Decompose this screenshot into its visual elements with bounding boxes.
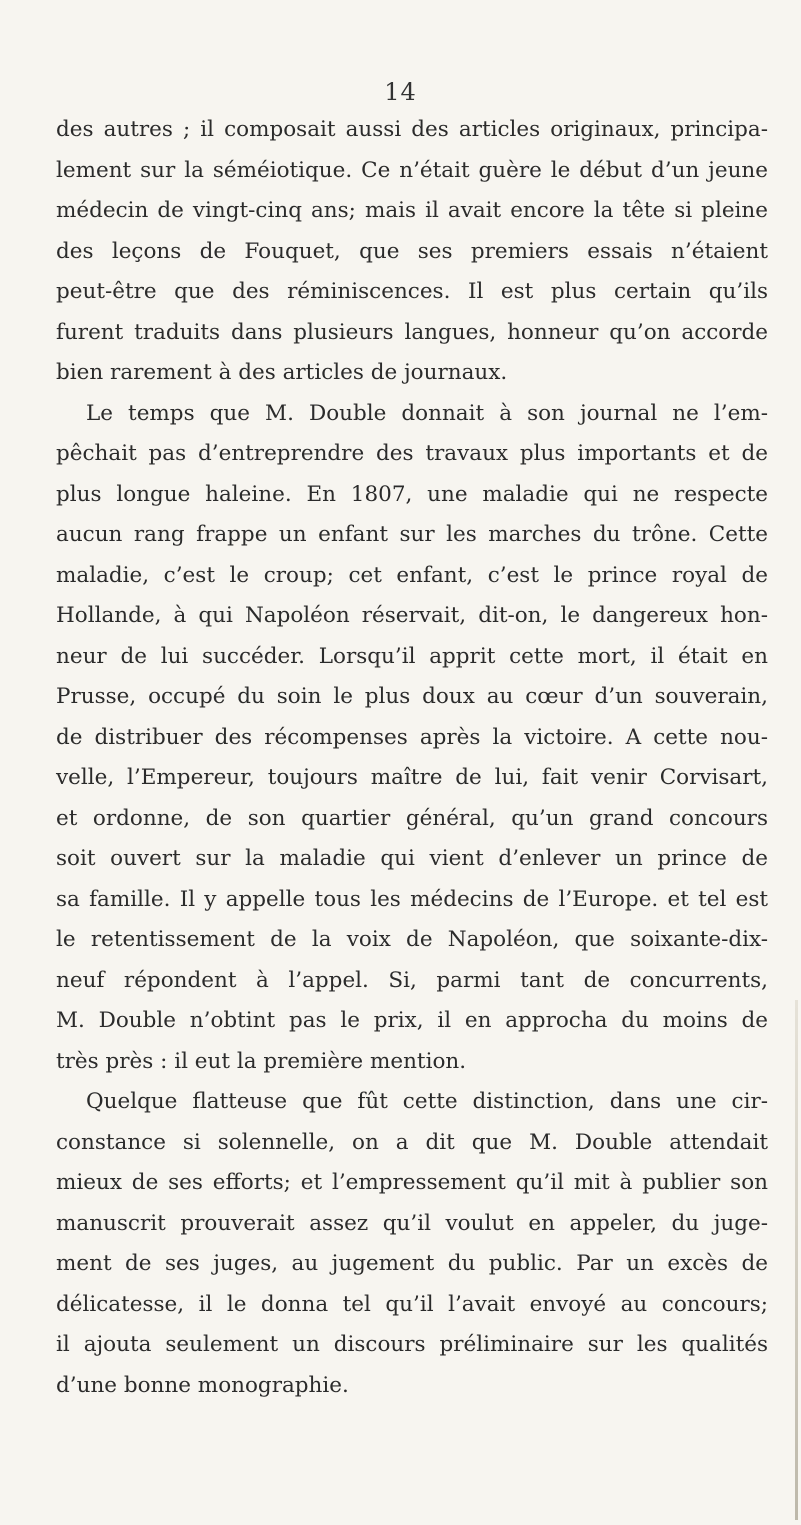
- paragraph-start-line: Quelque flatteuse que fût cette distinction, dans une cir-: [86, 1089, 768, 1114]
- text-line: des autres ; il composait aussi des articles originaux, principa-: [56, 117, 768, 142]
- text-line: bien rarement à des articles de journaux.: [56, 360, 508, 385]
- text-line: Prusse, occupé du soin le plus doux au cœur d’un souverain,: [56, 684, 768, 709]
- text-line: neuf répondent à l’appel. Si, parmi tant de concurrents,: [56, 967, 768, 993]
- text-line: peut-être que des réminiscences. Il est plus certain qu’ils: [56, 279, 768, 304]
- text-line: des leçons de Fouquet, que ses premiers essais n’étaient: [56, 238, 768, 264]
- text-line: de distribuer des récompenses après la victoire. A cette nou-: [56, 724, 768, 750]
- text-line: le retentissement de la voix de Napoléon, que soixante-dix-: [56, 927, 768, 952]
- text-line: soit ouvert sur la maladie qui vient d’enlever un prince de: [56, 846, 768, 871]
- body-text: [56, 110, 768, 1406]
- text-line: médecin de vingt-cinq ans; mais il avait encore la tête si pleine: [56, 198, 768, 223]
- text-line: d’une bonne monographie.: [56, 1372, 349, 1398]
- text-line: neur de lui succéder. Lorsqu’il apprit cette mort, il était en: [56, 643, 768, 669]
- text-line: très près : il eut la première mention.: [56, 1048, 467, 1074]
- text-line: M. Double n’obtint pas le prix, il en approcha du moins de: [56, 1008, 768, 1033]
- text-line: pêchait pas d’entreprendre des travaux plus importants et de: [56, 441, 768, 466]
- text-line: Hollande, à qui Napoléon réservait, dit-on, le dangereux hon-: [56, 603, 768, 628]
- text-line: lement sur la séméiotique. Ce n’était guère le début d’un jeune: [56, 157, 768, 183]
- text-line: velle, l’Empereur, toujours maître de lui, fait venir Corvisart,: [56, 765, 768, 790]
- text-line: aucun rang frappe un enfant sur les marches du trône. Cette: [56, 522, 768, 547]
- text-line: furent traduits dans plusieurs langues, honneur qu’on accorde: [56, 319, 768, 345]
- page-edge-shadow: [795, 1000, 798, 1520]
- page-number: 14: [384, 78, 417, 106]
- text-line: ment de ses juges, au jugement du public. Par un excès de: [56, 1251, 768, 1276]
- text-line: plus longue haleine. En 1807, une maladie qui ne respecte: [56, 481, 768, 507]
- text-line: il ajouta seulement un discours préliminaire sur les qualités: [56, 1332, 768, 1357]
- text-line: manuscrit prouverait assez qu’il voulut en appeler, du juge-: [56, 1210, 768, 1236]
- paragraph-start-line: Le temps que M. Double donnait à son journal ne l’em-: [86, 400, 768, 426]
- text-line: et ordonne, de son quartier général, qu’un grand concours: [56, 805, 768, 831]
- text-line: délicatesse, il le donna tel qu’il l’avait envoyé au concours;: [56, 1291, 768, 1317]
- text-line: maladie, c’est le croup; cet enfant, c’est le prince royal de: [56, 562, 768, 588]
- text-line: mieux de ses efforts; et l’empressement qu’il mit à publier son: [56, 1170, 768, 1195]
- text-line: sa famille. Il y appelle tous les médecins de l’Europe. et tel est: [56, 886, 768, 912]
- text-line: constance si solennelle, on a dit que M. Double attendait: [56, 1129, 768, 1155]
